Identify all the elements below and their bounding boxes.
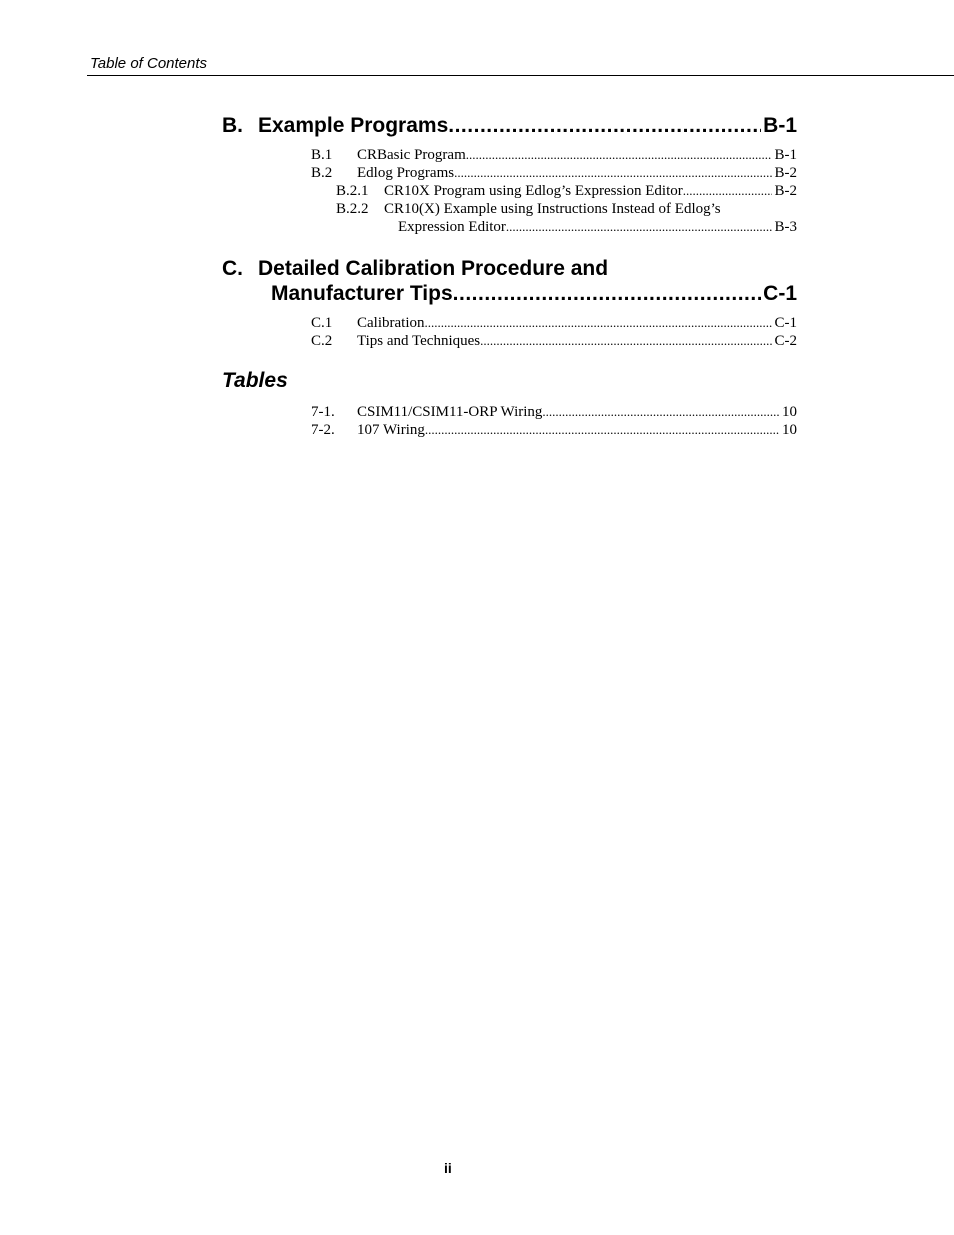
- section-page: C-1: [763, 282, 797, 305]
- toc-entry-c2[interactable]: [311, 332, 797, 350]
- entry-page: 10: [782, 404, 797, 420]
- entry-title: CSIM11/CSIM11-ORP Wiring: [357, 404, 543, 420]
- entry-page: 10: [782, 422, 797, 438]
- toc-entry-b21[interactable]: [336, 182, 797, 200]
- toc-table-7-1[interactable]: [311, 403, 797, 421]
- toc-entry-c1[interactable]: [311, 314, 797, 332]
- entry-page: B-2: [774, 183, 797, 199]
- entry-number: C.2: [311, 333, 333, 349]
- dot-leader: [454, 164, 771, 182]
- toc-entry-b22-continued[interactable]: [398, 218, 797, 236]
- section-title-continued: Manufacturer Tips: [271, 282, 453, 305]
- entry-title: Edlog Programs: [357, 165, 455, 181]
- toc-entry-b22[interactable]: [336, 200, 797, 218]
- page-number: ii: [444, 1160, 452, 1176]
- entry-number: B.2.2: [336, 201, 369, 217]
- entry-number: B.1: [311, 147, 333, 163]
- entry-page: B-1: [774, 147, 797, 163]
- entry-number: 7-2.: [311, 422, 335, 438]
- entry-title: CR10(X) Example using Instructions Instead of Edlog’s: [384, 201, 721, 217]
- header-rule: [87, 75, 954, 76]
- entry-page: C-1: [774, 315, 797, 331]
- dot-leader: [425, 314, 772, 332]
- entry-title: CR10X Program using Edlog’s Expression Editor: [384, 183, 683, 199]
- dot-leader: [480, 332, 771, 350]
- toc-entry-b2[interactable]: [311, 164, 797, 182]
- entry-number: B.2: [311, 165, 333, 181]
- entry-page: B-2: [774, 165, 797, 181]
- entry-number: 7-1.: [311, 404, 335, 420]
- section-letter: B.: [222, 114, 243, 137]
- dot-leader: [506, 218, 772, 236]
- dot-leader: [466, 146, 772, 164]
- entry-title: CRBasic Program: [357, 147, 466, 163]
- tables-heading: Tables: [222, 369, 288, 392]
- toc-section-b[interactable]: [222, 113, 797, 138]
- entry-page: B-3: [774, 219, 797, 235]
- section-page: B-1: [763, 114, 797, 137]
- entry-title: Calibration: [357, 315, 425, 331]
- entry-number: B.2.1: [336, 183, 369, 199]
- toc-table-7-2[interactable]: [311, 421, 797, 439]
- running-header: Table of Contents: [90, 55, 208, 72]
- entry-title: Tips and Techniques: [357, 333, 481, 349]
- toc-entry-b1[interactable]: [311, 146, 797, 164]
- entry-number: C.1: [311, 315, 333, 331]
- entry-page: C-2: [774, 333, 797, 349]
- dot-leader: [425, 421, 779, 439]
- section-title: Example Programs: [258, 114, 449, 137]
- dot-leader: [453, 281, 762, 306]
- toc-section-c[interactable]: [222, 256, 797, 306]
- entry-title: 107 Wiring: [357, 422, 425, 438]
- dot-leader: [448, 113, 761, 138]
- dot-leader: [683, 182, 772, 200]
- dot-leader: [542, 403, 779, 421]
- section-title: Detailed Calibration Procedure and: [258, 257, 609, 280]
- entry-title-continued: Expression Editor: [398, 219, 506, 235]
- section-letter: C.: [222, 257, 243, 280]
